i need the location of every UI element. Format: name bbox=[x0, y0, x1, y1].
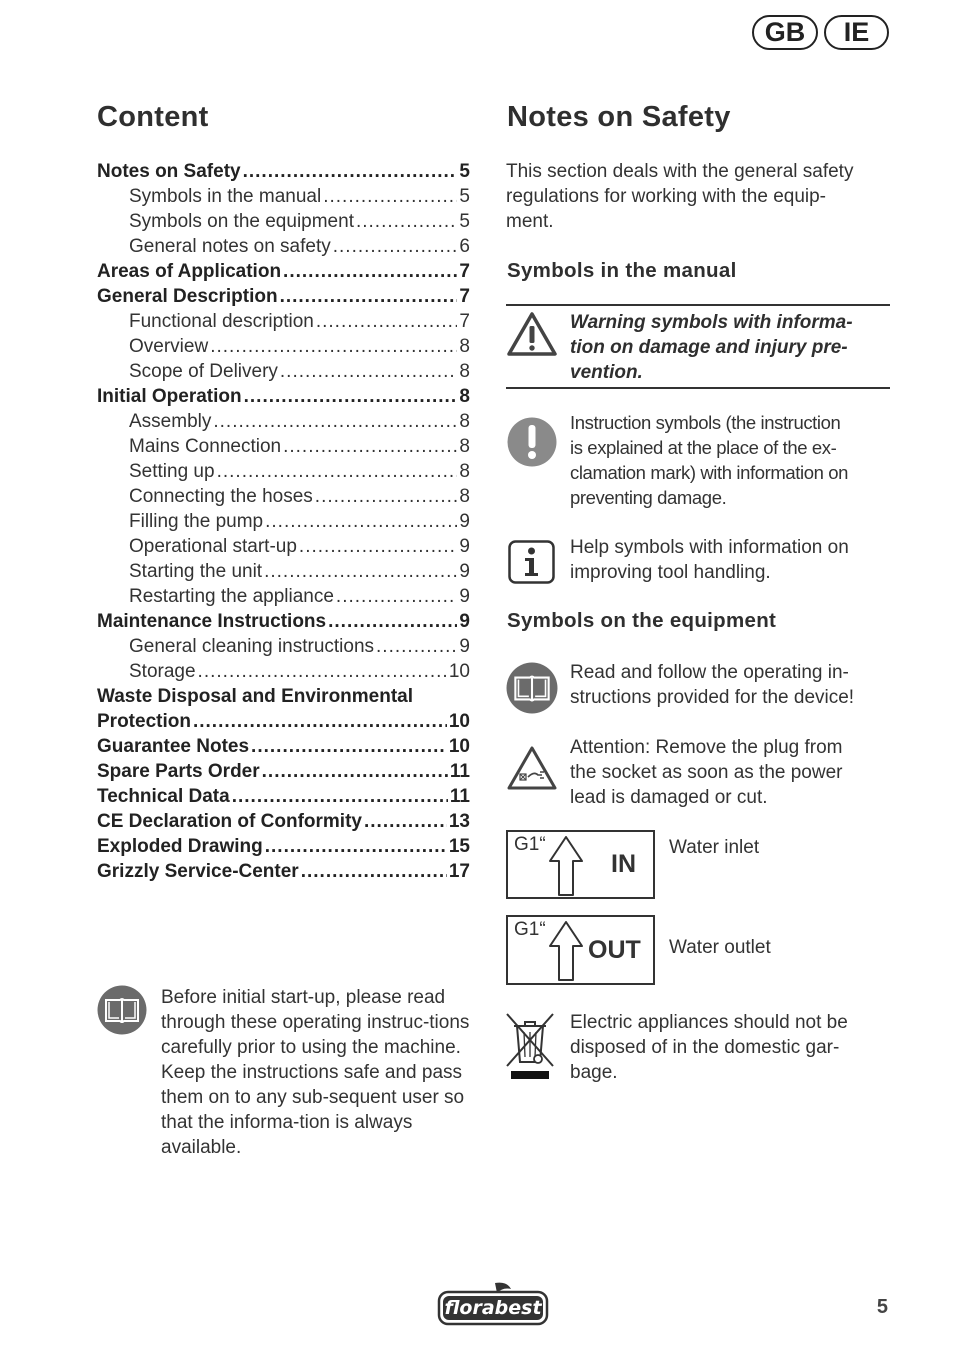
toc-leader-dots bbox=[262, 759, 448, 784]
toc-entry bbox=[97, 609, 470, 634]
exclamation-icon bbox=[507, 417, 557, 467]
outlet-tag: OUT bbox=[588, 936, 641, 964]
toc-leader-dots bbox=[251, 734, 447, 759]
toc-entry-page: 17 bbox=[448, 861, 470, 882]
country-badge-ie: IE bbox=[824, 15, 889, 50]
toc-entry bbox=[97, 509, 470, 534]
toc-entry bbox=[97, 309, 470, 334]
toc-entry bbox=[97, 834, 470, 859]
toc-entry bbox=[97, 859, 470, 884]
toc-leader-dots bbox=[217, 459, 458, 484]
toc-entry bbox=[97, 209, 470, 234]
toc-leader-dots bbox=[356, 209, 457, 234]
toc-entry bbox=[97, 384, 470, 409]
toc-entry-page: 8 bbox=[459, 436, 470, 457]
toc-leader-dots bbox=[364, 809, 447, 834]
toc-entry bbox=[97, 284, 470, 309]
toc-entry bbox=[97, 434, 470, 459]
toc-entry-label: Grizzly Service-Center bbox=[97, 861, 299, 882]
page-number: 5 bbox=[876, 1296, 888, 1318]
toc-entry-label: Protection bbox=[97, 711, 191, 732]
toc-entry-page: 7 bbox=[459, 311, 470, 332]
toc-leader-dots bbox=[265, 509, 457, 534]
toc-leader-dots bbox=[299, 534, 458, 559]
help-symbol-text: Help symbols with information on improving tool handling. bbox=[570, 537, 849, 583]
toc-entry-page: 8 bbox=[459, 361, 470, 382]
toc-entry-page: 7 bbox=[459, 261, 470, 282]
toc-entry-label: Maintenance Instructions bbox=[97, 611, 327, 632]
inlet-tag: IN bbox=[611, 850, 636, 878]
toc-leader-dots bbox=[315, 484, 458, 509]
toc-entry-label: Waste Disposal and Environmental bbox=[97, 686, 414, 707]
toc-entry-page: 10 bbox=[448, 736, 470, 757]
toc-entry-label: Overview bbox=[129, 336, 209, 357]
toc-entry-label: Assembly bbox=[129, 411, 212, 432]
toc-entry-page: 9 bbox=[459, 586, 470, 607]
arrow-up-icon bbox=[548, 835, 584, 897]
book-icon bbox=[97, 985, 147, 1035]
toc-entry bbox=[97, 184, 470, 209]
toc-entry bbox=[97, 459, 470, 484]
toc-entry-label: Initial Operation bbox=[97, 386, 242, 407]
toc-entry-label: Technical Data bbox=[97, 786, 230, 807]
toc-entry-label: Operational start-up bbox=[129, 536, 297, 557]
content-title: Content bbox=[97, 101, 209, 133]
symbols-equipment-heading: Symbols on the equipment bbox=[507, 609, 777, 632]
toc-entry-label: Spare Parts Order bbox=[97, 761, 260, 782]
toc-entry bbox=[97, 259, 470, 284]
toc-leader-dots bbox=[193, 709, 447, 734]
toc-entry-page: 5 bbox=[459, 211, 470, 232]
book-icon bbox=[506, 662, 558, 714]
toc-entry bbox=[97, 809, 470, 834]
arrow-up-icon bbox=[548, 920, 584, 982]
toc-entry-label: Exploded Drawing bbox=[97, 836, 263, 857]
toc-leader-dots bbox=[213, 409, 457, 434]
info-icon bbox=[508, 540, 555, 584]
attention-plug-text: Attention: Remove the plug from the socket as soon as the power lead is damaged or cut. bbox=[570, 737, 843, 808]
toc-leader-dots bbox=[244, 384, 458, 409]
toc-entry-label: General cleaning instructions bbox=[129, 636, 375, 657]
toc-entry-page: 5 bbox=[459, 186, 470, 207]
toc-entry-label: Starting the unit bbox=[129, 561, 263, 582]
logo-text: florabest bbox=[444, 1297, 542, 1319]
toc-entry-label: Setting up bbox=[129, 461, 215, 482]
toc-leader-dots bbox=[336, 584, 458, 609]
toc-entry bbox=[97, 559, 470, 584]
divider bbox=[506, 387, 890, 389]
crossed-bin-icon bbox=[505, 1012, 555, 1082]
toc-leader-dots bbox=[301, 859, 447, 884]
safety-intro: This section deals with the general safety regulations for working with the equip- ment. bbox=[506, 161, 854, 232]
instruction-symbol-text: Instruction symbols (the instruction is explained at the place of the ex- clamation mark) with information on preventing damage. bbox=[570, 412, 848, 508]
toc-entry bbox=[97, 759, 470, 784]
water-inlet-label: Water inlet bbox=[669, 837, 760, 858]
toc-leader-dots bbox=[232, 784, 448, 809]
toc-entry-label: Functional description bbox=[129, 311, 314, 332]
toc-entry-label: Symbols in the manual bbox=[129, 186, 322, 207]
divider bbox=[506, 304, 890, 306]
toc-entry-page: 9 bbox=[459, 636, 470, 657]
toc-leader-dots bbox=[280, 359, 458, 384]
toc-entry bbox=[97, 534, 470, 559]
toc-entry bbox=[97, 159, 470, 184]
toc-leader-dots bbox=[323, 184, 457, 209]
toc-entry-page: 9 bbox=[459, 611, 470, 632]
toc-leader-dots bbox=[316, 309, 458, 334]
toc-entry-label: Connecting the hoses bbox=[129, 486, 313, 507]
toc-entry-label: Restarting the appliance bbox=[129, 586, 334, 607]
toc-entry bbox=[97, 409, 470, 434]
toc-entry-page: 5 bbox=[459, 161, 470, 182]
toc-entry bbox=[97, 334, 470, 359]
toc-leader-dots bbox=[328, 609, 457, 634]
plug-warning-icon bbox=[506, 745, 558, 791]
toc-entry-label: Notes on Safety bbox=[97, 161, 241, 182]
toc-entry-page: 6 bbox=[459, 236, 470, 257]
toc-entry-label: Scope of Delivery bbox=[129, 361, 278, 382]
toc-entry-label: Areas of Application bbox=[97, 261, 282, 282]
read-follow-text: Read and follow the operating in- structions provided for the device! bbox=[570, 662, 855, 708]
warning-symbol-text: Warning symbols with informa- tion on damage and injury pre- vention. bbox=[570, 312, 853, 383]
toc-entry-page: 13 bbox=[448, 811, 470, 832]
water-inlet-symbol: G1“ IN bbox=[506, 830, 655, 899]
toc-leader-dots bbox=[283, 434, 457, 459]
toc-entry-label: Storage bbox=[129, 661, 196, 682]
toc-leader-dots bbox=[376, 634, 457, 659]
toc-entry-page: 9 bbox=[459, 561, 470, 582]
toc-entry-label: Guarantee Notes bbox=[97, 736, 250, 757]
brand-logo bbox=[437, 1281, 549, 1327]
toc-entry-label: CE Declaration of Conformity bbox=[97, 811, 362, 832]
toc-entry bbox=[97, 484, 470, 509]
symbols-manual-heading: Symbols in the manual bbox=[507, 259, 737, 282]
toc-entry bbox=[97, 734, 470, 759]
toc-entry bbox=[97, 584, 470, 609]
toc-leader-dots bbox=[264, 559, 457, 584]
toc-entry-page: 10 bbox=[448, 661, 470, 682]
water-outlet-symbol: G1“ OUT bbox=[506, 915, 655, 985]
toc-leader-dots bbox=[243, 159, 458, 184]
toc-entry bbox=[97, 234, 470, 259]
toc-entry-page: 8 bbox=[459, 411, 470, 432]
toc-entry-page: 11 bbox=[449, 786, 470, 807]
country-badge-gb: GB bbox=[752, 15, 818, 50]
toc-entry-page: 8 bbox=[459, 386, 470, 407]
disposal-text: Electric appliances should not be disposed of in the domestic gar- bage. bbox=[570, 1012, 848, 1083]
toc-entry bbox=[97, 359, 470, 384]
toc-leader-dots bbox=[198, 659, 447, 684]
toc-leader-dots bbox=[280, 284, 458, 309]
toc-entry-label: Filling the pump bbox=[129, 511, 264, 532]
toc-entry bbox=[97, 784, 470, 809]
warning-triangle-icon bbox=[506, 311, 558, 357]
toc-entry-page: 7 bbox=[459, 286, 470, 307]
toc-leader-dots bbox=[210, 334, 457, 359]
toc-entry-label: General Description bbox=[97, 286, 278, 307]
toc-entry-page: 10 bbox=[448, 711, 470, 732]
toc-leader-dots bbox=[283, 259, 457, 284]
toc-entry-label: Symbols on the equipment bbox=[129, 211, 354, 232]
safety-title: Notes on Safety bbox=[507, 101, 731, 133]
toc-leader-dots bbox=[265, 834, 447, 859]
toc-entry bbox=[97, 659, 470, 684]
toc-entry-page: 11 bbox=[449, 761, 470, 782]
water-outlet-label: Water outlet bbox=[669, 937, 771, 958]
toc-entry bbox=[97, 709, 470, 734]
toc-entry bbox=[97, 684, 470, 709]
toc-entry-page: 15 bbox=[448, 836, 470, 857]
toc-entry-label: Mains Connection bbox=[129, 436, 282, 457]
toc-entry-page: 9 bbox=[459, 511, 470, 532]
toc-entry-page: 8 bbox=[459, 336, 470, 357]
toc-leader-dots bbox=[333, 234, 458, 259]
toc-entry-page: 8 bbox=[459, 461, 470, 482]
toc-entry-label: General notes on safety bbox=[129, 236, 331, 257]
toc-entry bbox=[97, 634, 470, 659]
table-of-contents bbox=[97, 159, 470, 884]
toc-entry-page: 8 bbox=[459, 486, 470, 507]
read-instructions-note: Before initial start-up, please read through these operating instruc-tions carefully prior to using the machine. Keep the instructions safe and pass them on to any sub-sequent user so that the informa-tion is always available. bbox=[161, 987, 470, 1158]
toc-entry-page: 9 bbox=[459, 536, 470, 557]
